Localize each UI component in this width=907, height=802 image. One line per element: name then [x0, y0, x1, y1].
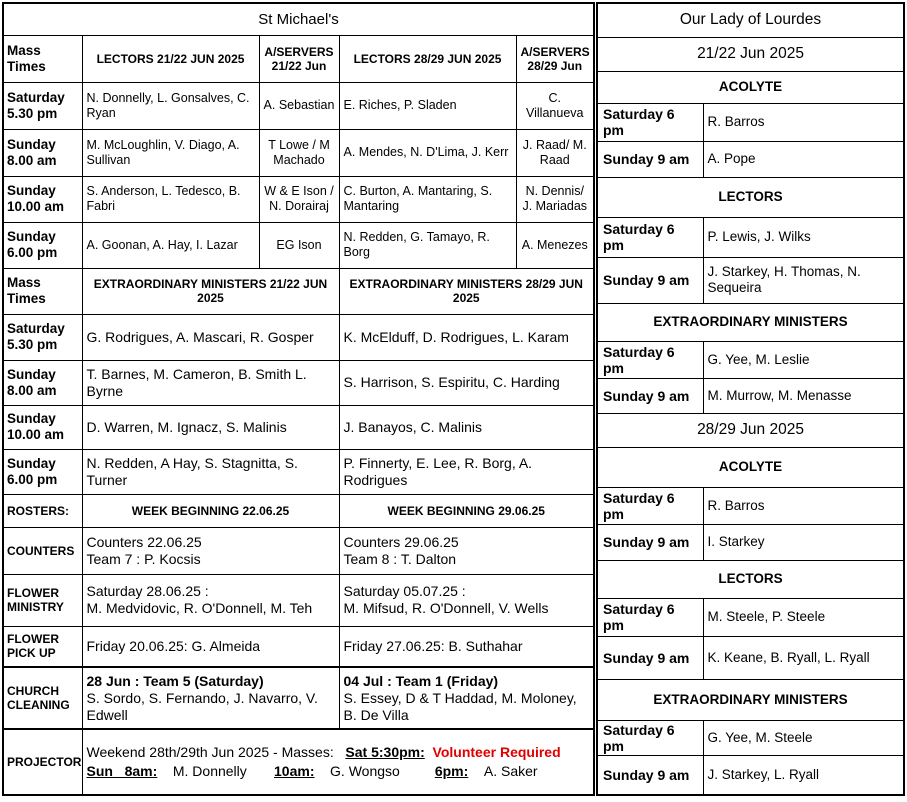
counters-team: Team 8 : T. Dalton: [343, 550, 457, 567]
roster-names: M. Murrow, M. Menasse: [703, 378, 904, 413]
church-cleaning-label: CHURCH CLEANING: [3, 667, 82, 729]
em-header-2: EXTRAORDINARY MINISTERS 28/29 JUN 2025: [339, 268, 594, 314]
mass-day: Saturday 6 pm: [597, 103, 703, 141]
st-michaels-roster: [2, 2, 595, 796]
lectors-cell: C. Burton, A. Mantaring, S. Mantaring: [339, 176, 516, 222]
em-row: [3, 314, 594, 360]
mass-day: Sunday 9 am: [597, 378, 703, 413]
aservers-cell: EG Ison: [259, 222, 339, 268]
projector-line-2: [87, 762, 590, 781]
mass-time: Sunday 10.00 am: [3, 405, 82, 449]
week-beginning-2: WEEK BEGINNING 29.06.25: [339, 494, 594, 527]
aservers-cell: T Lowe / M Machado: [259, 129, 339, 176]
st-michaels-title: St Michael's: [3, 3, 594, 35]
projector-10am-value: G. Wongso: [330, 763, 400, 779]
aservers-header-2: A/SERVERS 28/29 Jun: [516, 35, 594, 82]
em-cell: P. Finnerty, E. Lee, R. Borg, A. Rodrigues: [339, 449, 594, 494]
projector-sun-time: Sun 8am:: [86, 763, 158, 779]
mass-time: Sunday 8.00 am: [3, 360, 82, 405]
em-row: [3, 405, 594, 449]
flower-pickup-cell-2: Friday 27.06.25: B. Suthahar: [339, 626, 594, 667]
section-title: EXTRAORDINARY MINISTERS: [597, 679, 904, 720]
mass-day: Sunday 9 am: [597, 141, 703, 177]
aservers-cell: C. Villanueva: [516, 82, 594, 129]
aservers-cell: A. Menezes: [516, 222, 594, 268]
week-beginning-1: WEEK BEGINNING 22.06.25: [82, 494, 339, 527]
counters-date: Counters 29.06.25: [343, 533, 459, 550]
roster-row: [597, 341, 904, 378]
cleaning-team-heading: 04 Jul : Team 1 (Friday): [343, 672, 499, 689]
roster-row: [597, 636, 904, 679]
week-date: 21/22 Jun 2025: [597, 37, 904, 71]
roster-row: [597, 103, 904, 141]
projector-10am-time: 10am:: [274, 763, 315, 779]
lectors-header-row: [3, 35, 594, 82]
roster-row: [597, 378, 904, 413]
projector-line-1: [87, 743, 590, 762]
mass-day: Saturday 6 pm: [597, 217, 703, 257]
mass-day: Saturday 6 pm: [597, 341, 703, 378]
em-row: [3, 360, 594, 405]
em-cell: S. Harrison, S. Espiritu, C. Harding: [339, 360, 594, 405]
em-cell: J. Banayos, C. Malinis: [339, 405, 594, 449]
aservers-cell: A. Sebastian: [259, 82, 339, 129]
cleaning-team-heading: 28 Jun : Team 5 (Saturday): [86, 672, 264, 689]
projector-sat-time: Sat 5:30pm:: [345, 744, 425, 760]
week-date: 28/29 Jun 2025: [597, 413, 904, 447]
cleaning-team-names: S. Sordo, S. Fernando, J. Navarro, V. Edwell: [86, 689, 318, 723]
em-cell: K. McElduff, D. Rodrigues, L. Karam: [339, 314, 594, 360]
roster-names: J. Starkey, H. Thomas, N. Sequeira: [703, 257, 904, 303]
lectors-header-2: LECTORS 28/29 JUN 2025: [339, 35, 516, 82]
mass-times-header: Mass Times: [3, 35, 82, 82]
em-header-1: EXTRAORDINARY MINISTERS 21/22 JUN 2025: [82, 268, 339, 314]
roster-names: K. Keane, B. Ryall, L. Ryall: [703, 636, 904, 679]
roster-row: [597, 217, 904, 257]
roster-row: [597, 598, 904, 636]
flower-ministry-cell-2: [339, 574, 594, 626]
lectors-cell: E. Riches, P. Sladen: [339, 82, 516, 129]
em-cell: N. Redden, A Hay, S. Stagnitta, S. Turner: [82, 449, 339, 494]
section-title: ACOLYTE: [597, 71, 904, 103]
counters-label: COUNTERS: [3, 527, 82, 574]
flower-ministry-row: [3, 574, 594, 626]
lectors-cell: M. McLoughlin, V. Diago, A. Sullivan: [82, 129, 259, 176]
aservers-cell: J. Raad/ M. Raad: [516, 129, 594, 176]
rosters-label: ROSTERS:: [3, 494, 82, 527]
mass-time: Sunday 8.00 am: [3, 129, 82, 176]
cleaning-team-names: S. Essey, D & T Haddad, M. Moloney, B. De Villa: [343, 689, 577, 723]
mass-day: Saturday 6 pm: [597, 598, 703, 636]
flower-ministry-names: M. Mifsud, R. O'Donnell, V. Wells: [343, 600, 549, 616]
roster-names: I. Starkey: [703, 524, 904, 560]
projector-6pm-value: A. Saker: [483, 763, 538, 779]
section-title: EXTRAORDINARY MINISTERS: [597, 303, 904, 341]
flower-pickup-cell-1: Friday 20.06.25: G. Almeida: [82, 626, 339, 667]
projector-sun-value: M. Donnelly: [172, 763, 247, 779]
flower-pickup-row: [3, 626, 594, 667]
roster-row: [597, 487, 904, 524]
church-cleaning-cell-1: [82, 667, 339, 729]
mass-day: Saturday 6 pm: [597, 487, 703, 524]
mass-day: Sunday 9 am: [597, 524, 703, 560]
mass-day: Sunday 9 am: [597, 636, 703, 679]
projector-volunteer-required: Volunteer Required: [432, 744, 561, 760]
projector-6pm-time: 6pm:: [434, 763, 469, 779]
roster-names: P. Lewis, J. Wilks: [703, 217, 904, 257]
roster-names: J. Starkey, L. Ryall: [703, 755, 904, 795]
roster-names: G. Yee, M. Leslie: [703, 341, 904, 378]
projector-weekend: Weekend 28th/29th Jun 2025 - Masses:: [86, 744, 334, 760]
flower-ministry-label: FLOWER MINISTRY: [3, 574, 82, 626]
rosters-row: [3, 494, 594, 527]
section-title: LECTORS: [597, 560, 904, 598]
counters-cell-1: [82, 527, 339, 574]
em-row: [3, 449, 594, 494]
mass-time: Sunday 6.00 pm: [3, 449, 82, 494]
roster-names: M. Steele, P. Steele: [703, 598, 904, 636]
aservers-header-1: A/SERVERS 21/22 Jun: [259, 35, 339, 82]
mass-times-header: Mass Times: [3, 268, 82, 314]
lector-row: [3, 176, 594, 222]
em-cell: T. Barnes, M. Cameron, B. Smith L. Byrne: [82, 360, 339, 405]
counters-row: [3, 527, 594, 574]
projector-label: PROJECTOR: [3, 729, 82, 795]
flower-ministry-date: Saturday 05.07.25 :: [343, 583, 466, 599]
em-cell: D. Warren, M. Ignacz, S. Malinis: [82, 405, 339, 449]
lector-row: [3, 82, 594, 129]
mass-day: Sunday 9 am: [597, 257, 703, 303]
lector-row: [3, 222, 594, 268]
lectors-cell: S. Anderson, L. Tedesco, B. Fabri: [82, 176, 259, 222]
lectors-cell: N. Donnelly, L. Gonsalves, C. Ryan: [82, 82, 259, 129]
counters-date: Counters 22.06.25: [86, 533, 202, 550]
aservers-cell: W & E Ison / N. Dorairaj: [259, 176, 339, 222]
counters-cell-2: [339, 527, 594, 574]
mass-day: Sunday 9 am: [597, 755, 703, 795]
roster-row: [597, 524, 904, 560]
projector-row: [3, 729, 594, 795]
roster-names: A. Pope: [703, 141, 904, 177]
flower-ministry-names: M. Medvidovic, R. O'Donnell, M. Teh: [86, 600, 313, 616]
em-cell: G. Rodrigues, A. Mascari, R. Gosper: [82, 314, 339, 360]
roster-names: R. Barros: [703, 103, 904, 141]
projector-cell: [82, 729, 594, 795]
lectors-cell: A. Mendes, N. D'Lima, J. Kerr: [339, 129, 516, 176]
church-cleaning-row: [3, 667, 594, 729]
roster-names: R. Barros: [703, 487, 904, 524]
mass-time: Saturday 5.30 pm: [3, 82, 82, 129]
church-cleaning-cell-2: [339, 667, 594, 729]
roster-row: [597, 141, 904, 177]
mass-day: Saturday 6 pm: [597, 720, 703, 755]
em-header-row: [3, 268, 594, 314]
our-lady-roster: [596, 2, 905, 796]
counters-team: Team 7 : P. Kocsis: [86, 550, 201, 567]
section-title: ACOLYTE: [597, 447, 904, 487]
lectors-cell: A. Goonan, A. Hay, I. Lazar: [82, 222, 259, 268]
section-title: LECTORS: [597, 177, 904, 217]
mass-time: Sunday 6.00 pm: [3, 222, 82, 268]
roster-row: [597, 755, 904, 795]
our-lady-title: Our Lady of Lourdes: [597, 3, 904, 37]
lectors-header-1: LECTORS 21/22 JUN 2025: [82, 35, 259, 82]
mass-time: Sunday 10.00 am: [3, 176, 82, 222]
aservers-cell: N. Dennis/ J. Mariadas: [516, 176, 594, 222]
flower-ministry-cell-1: [82, 574, 339, 626]
lectors-cell: N. Redden, G. Tamayo, R. Borg: [339, 222, 516, 268]
flower-pickup-label: FLOWER PICK UP: [3, 626, 82, 667]
flower-ministry-date: Saturday 28.06.25 :: [86, 583, 209, 599]
lector-row: [3, 129, 594, 176]
roster-row: [597, 257, 904, 303]
roster-row: [597, 720, 904, 755]
mass-time: Saturday 5.30 pm: [3, 314, 82, 360]
roster-names: G. Yee, M. Steele: [703, 720, 904, 755]
